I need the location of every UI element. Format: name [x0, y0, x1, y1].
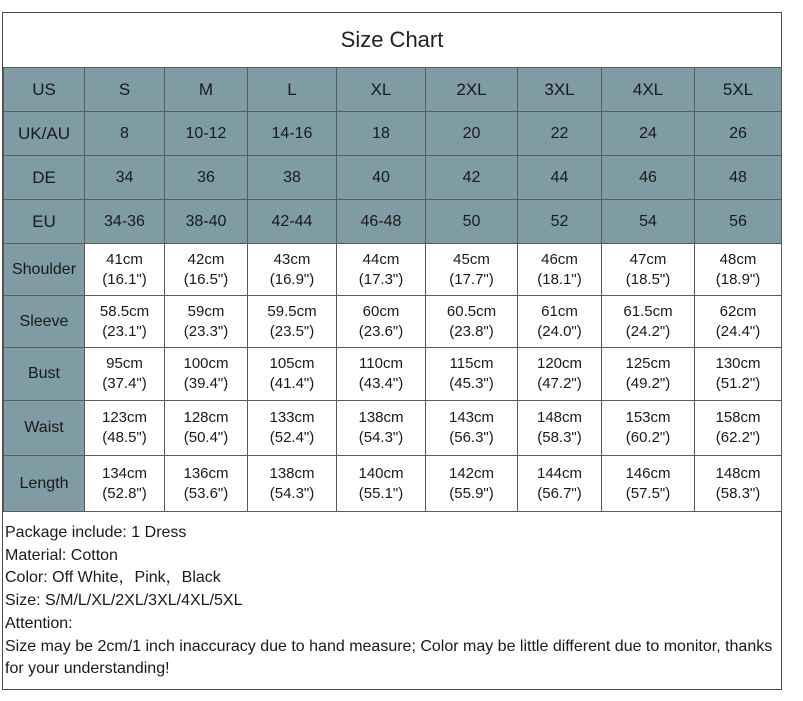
size-table [3, 67, 782, 512]
product-notes [5, 522, 775, 681]
measure-cell [248, 244, 337, 296]
note-attention: Attention: [5, 614, 73, 632]
size-cell: 14-16 [248, 112, 337, 156]
measure-inch: (17.7") [449, 270, 494, 288]
size-row-uk-au [4, 112, 782, 156]
size-cell: 46-48 [337, 200, 426, 244]
measure-cell [695, 401, 782, 456]
size-cell: 26 [695, 112, 782, 156]
measure-cm: 105cm [269, 355, 315, 372]
measure-cell [85, 244, 165, 296]
measure-inch: (55.9") [449, 484, 494, 502]
size-cell: 52 [518, 200, 602, 244]
measure-cell [426, 401, 518, 456]
measure-cell [337, 348, 426, 401]
measure-cm: 153cm [625, 409, 671, 426]
measure-cell [337, 244, 426, 296]
measure-inch: (56.7") [537, 484, 582, 502]
measure-inch: (51.2") [715, 375, 761, 392]
measure-cell [695, 296, 782, 348]
size-cell: 18 [337, 112, 426, 156]
size-cell: L [248, 68, 337, 112]
note-size: Size: S/M/L/XL/2XL/3XL/4XL/5XL [5, 592, 243, 610]
size-cell: 10-12 [165, 112, 248, 156]
measure-cm: 45cm [453, 250, 490, 268]
measure-inch: (45.3") [449, 375, 494, 392]
measure-inch: (43.4") [358, 375, 404, 392]
measure-inch: (16.5") [183, 270, 229, 288]
size-cell: 54 [602, 200, 695, 244]
measure-cm: 43cm [273, 250, 311, 268]
measure-inch: (18.5") [625, 270, 671, 288]
size-chart-panel [2, 12, 782, 690]
measure-inch: (41.4") [269, 375, 315, 392]
measure-row-shoulder [4, 244, 782, 296]
size-cell: 48 [695, 156, 782, 200]
measure-cm: 95cm [106, 355, 143, 372]
measure-row-bust [4, 348, 782, 401]
measure-inch: (62.2") [715, 429, 761, 446]
measure-cell [518, 296, 602, 348]
size-cell: 46 [602, 156, 695, 200]
measure-cm: 148cm [715, 464, 761, 482]
size-cell: M [165, 68, 248, 112]
measure-inch: (60.2") [625, 429, 671, 446]
measure-cell [85, 296, 165, 348]
row-label: Sleeve [4, 296, 85, 348]
row-label: DE [4, 156, 85, 200]
measure-cell [165, 296, 248, 348]
measure-cm: 138cm [358, 409, 404, 426]
row-label: Waist [4, 401, 85, 456]
measure-inch: (56.3") [449, 429, 494, 446]
measure-inch: (54.3") [269, 484, 315, 502]
measure-inch: (18.9") [715, 270, 761, 288]
size-cell: 38-40 [165, 200, 248, 244]
measure-cm: 134cm [101, 464, 148, 482]
note-attention-text: Size may be 2cm/1 inch inaccuracy due to hand measure; Color may be little different due to monitor, thanks for your understanding! [5, 637, 773, 678]
measure-cm: 143cm [448, 409, 495, 426]
measure-cm: 148cm [536, 409, 583, 426]
measure-cell [337, 296, 426, 348]
measure-cell [248, 456, 337, 512]
measure-cell [426, 348, 518, 401]
measure-inch: (39.4") [183, 375, 229, 392]
measure-inch: (52.4") [269, 429, 315, 446]
size-row-us [4, 68, 782, 112]
measure-cell [165, 244, 248, 296]
measure-inch: (55.1") [358, 484, 404, 502]
measure-inch: (24.0") [537, 322, 582, 340]
row-label: EU [4, 200, 85, 244]
measure-inch: (50.4") [183, 429, 229, 446]
measure-cm: 58.5cm [99, 302, 150, 320]
measure-cell [602, 348, 695, 401]
measure-cell [602, 244, 695, 296]
measure-cell [248, 348, 337, 401]
measure-cell [695, 348, 782, 401]
measure-inch: (53.6") [183, 484, 229, 502]
measure-inch: (57.5") [625, 484, 671, 502]
measure-cell [165, 401, 248, 456]
measure-inch: (18.1") [537, 270, 582, 288]
size-cell: 44 [518, 156, 602, 200]
size-cell: 8 [85, 112, 165, 156]
measure-cm: 115cm [449, 355, 494, 372]
measure-cm: 138cm [269, 464, 315, 482]
measure-inch: (23.1") [102, 322, 147, 340]
measure-cm: 128cm [183, 409, 229, 426]
measure-inch: (49.2") [625, 375, 671, 392]
size-cell: 38 [248, 156, 337, 200]
size-cell: S [85, 68, 165, 112]
measure-row-length [4, 456, 782, 512]
note-material: Material: Cotton [5, 546, 118, 564]
size-row-eu [4, 200, 782, 244]
size-cell: 42-44 [248, 200, 337, 244]
measure-inch: (54.3") [358, 429, 404, 446]
measure-row-sleeve [4, 296, 782, 348]
measure-cell [518, 244, 602, 296]
measure-cm: 47cm [629, 250, 667, 268]
measure-cell [337, 401, 426, 456]
size-cell: 20 [426, 112, 518, 156]
size-cell: 3XL [518, 68, 602, 112]
measure-cell [426, 244, 518, 296]
measure-inch: (24.4") [715, 322, 761, 340]
measure-cm: 140cm [358, 464, 404, 482]
measure-cell [165, 456, 248, 512]
measure-cell [426, 456, 518, 512]
row-label: Bust [4, 348, 85, 401]
measure-cm: 61cm [541, 302, 578, 320]
row-label: Shoulder [4, 244, 85, 296]
measure-inch: (23.3") [183, 322, 229, 340]
size-cell: 50 [426, 200, 518, 244]
size-cell: 22 [518, 112, 602, 156]
measure-cm: 42cm [187, 250, 225, 268]
measure-inch: (58.3") [537, 429, 582, 446]
measure-cell [337, 456, 426, 512]
measure-cell [85, 348, 165, 401]
measure-cm: 130cm [715, 355, 761, 372]
row-label: US [4, 68, 85, 112]
size-cell: 36 [165, 156, 248, 200]
measure-cell [248, 401, 337, 456]
measure-cell [602, 456, 695, 512]
measure-inch: (48.5") [102, 429, 147, 446]
measure-inch: (17.3") [358, 270, 404, 288]
measure-cm: 146cm [625, 464, 671, 482]
measure-inch: (52.8") [102, 484, 147, 502]
measure-cell [248, 296, 337, 348]
measure-cm: 61.5cm [623, 302, 673, 320]
measure-inch: (23.8") [449, 322, 494, 340]
measure-cell [85, 401, 165, 456]
measure-cell [426, 296, 518, 348]
measure-cm: 142cm [448, 464, 495, 482]
measure-inch: (58.3") [715, 484, 761, 502]
measure-inch: (23.5") [269, 322, 315, 340]
measure-cm: 158cm [715, 409, 761, 426]
size-cell: 2XL [426, 68, 518, 112]
measure-cm: 136cm [183, 464, 229, 482]
row-label: UK/AU [4, 112, 85, 156]
measure-cell [602, 401, 695, 456]
measure-cm: 110cm [359, 355, 403, 372]
row-label: Length [4, 456, 85, 512]
measure-inch: (24.2") [625, 322, 671, 340]
measure-cm: 59cm [187, 302, 225, 320]
measure-cell [695, 456, 782, 512]
note-package: Package include: 1 Dress [5, 524, 187, 541]
measure-cm: 46cm [541, 250, 578, 268]
measure-cell [165, 348, 248, 401]
size-cell: 56 [695, 200, 782, 244]
measure-cm: 125cm [625, 355, 671, 372]
measure-cell [518, 401, 602, 456]
note-color: Color: Off White，Pink，Black [5, 569, 221, 587]
measure-cm: 144cm [536, 464, 583, 482]
measure-cm: 123cm [101, 409, 148, 426]
measure-cm: 62cm [719, 302, 757, 320]
measure-cm: 41cm [106, 250, 143, 268]
measure-inch: (16.1") [102, 270, 147, 288]
size-row-de [4, 156, 782, 200]
size-cell: 40 [337, 156, 426, 200]
measure-cell [85, 456, 165, 512]
measure-inch: (37.4") [102, 375, 147, 392]
measure-cm: 48cm [719, 250, 757, 268]
measure-cm: 44cm [362, 250, 400, 268]
measure-cm: 60cm [362, 302, 400, 320]
measure-cm: 133cm [269, 409, 315, 426]
measure-cm: 59.5cm [267, 302, 317, 320]
measure-cell [518, 456, 602, 512]
measure-cm: 100cm [183, 355, 229, 372]
measure-cm: 60.5cm [446, 302, 497, 320]
measure-inch: (16.9") [269, 270, 315, 288]
size-cell: 34 [85, 156, 165, 200]
measure-inch: (23.6") [358, 322, 404, 340]
size-cell: XL [337, 68, 426, 112]
size-cell: 4XL [602, 68, 695, 112]
measure-cell [518, 348, 602, 401]
size-cell: 24 [602, 112, 695, 156]
chart-title: Size Chart [340, 27, 444, 52]
size-cell: 5XL [695, 68, 782, 112]
size-cell: 42 [426, 156, 518, 200]
measure-cell [602, 296, 695, 348]
measure-cm: 120cm [536, 355, 583, 372]
measure-inch: (47.2") [537, 375, 582, 392]
measure-row-waist [4, 401, 782, 456]
measure-cell [695, 244, 782, 296]
size-cell: 34-36 [85, 200, 165, 244]
